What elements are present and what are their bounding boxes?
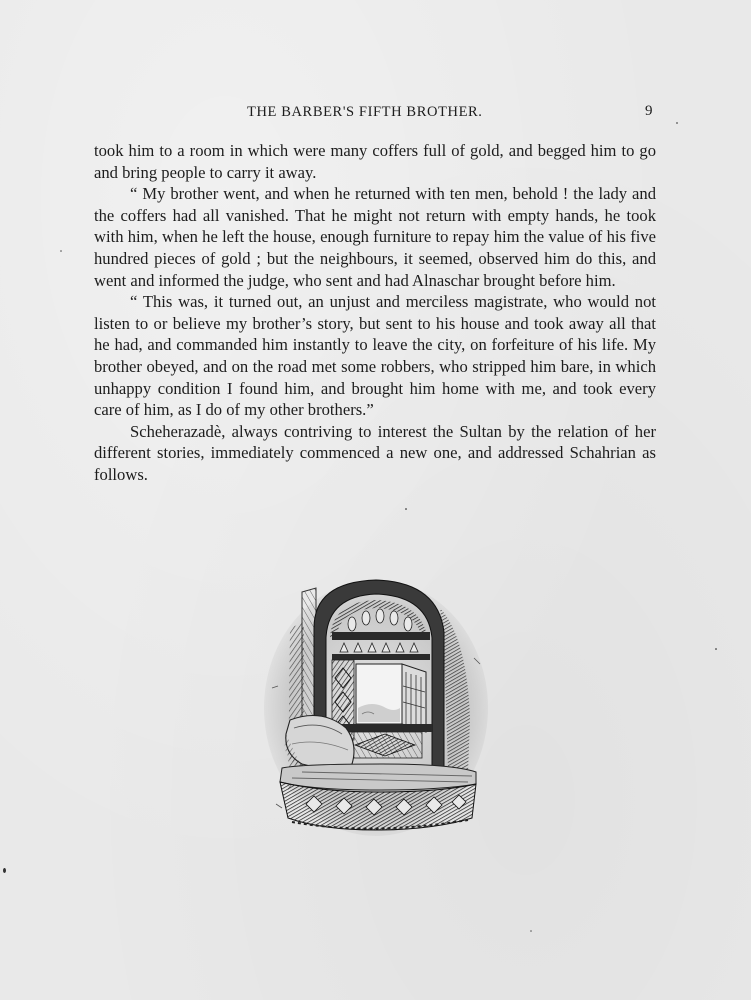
paper-speck — [676, 122, 678, 124]
paragraph: “ My brother went, and when he returned with ten men, behold ! the lady and the coffers had all vanished. That he might not return with empty hands, he took with him, when he left the house, enough furniture to repay him the value of his five hundred pieces of gold ; but the neighbours, it seemed, observed him do this, and went and informed the judge, who sent and had Alnaschar brought before him. — [94, 184, 656, 290]
paragraph: Scheherazadè, always contriving to interest the Sultan by the relation of her different stories, immediately commenced a new one, and addressed Schahrian as follows. — [94, 421, 656, 484]
paragraph: “ This was, it turned out, an unjust and merciless magistrate, who would not listen to or believe my brother’s story, but sent to his house and took away all that he had, and commanded him instantly to leave the city, on forfeiture of his life. My brother obeyed, and on the road met some robbers, who stripped him bare, in which unhappy condition I found him, and brought him home with me, and took every care of him, as I do of my other brothers.” — [94, 292, 656, 420]
page-number: 9 — [645, 103, 653, 119]
paper-speck — [3, 868, 6, 873]
paper-speck — [405, 508, 407, 510]
window-alcove-illustration — [262, 568, 490, 836]
running-head-title: THE BARBER'S FIFTH BROTHER. — [247, 104, 483, 120]
window-alcove-engraving-icon — [262, 568, 490, 836]
paper-speck — [715, 648, 717, 650]
body-text — [94, 140, 656, 486]
paper-speck — [530, 930, 532, 932]
paragraph: took him to a room in which were many coffers full of gold, and begged him to go and bring people to carry it away. — [94, 141, 656, 182]
paper-speck — [60, 250, 62, 252]
